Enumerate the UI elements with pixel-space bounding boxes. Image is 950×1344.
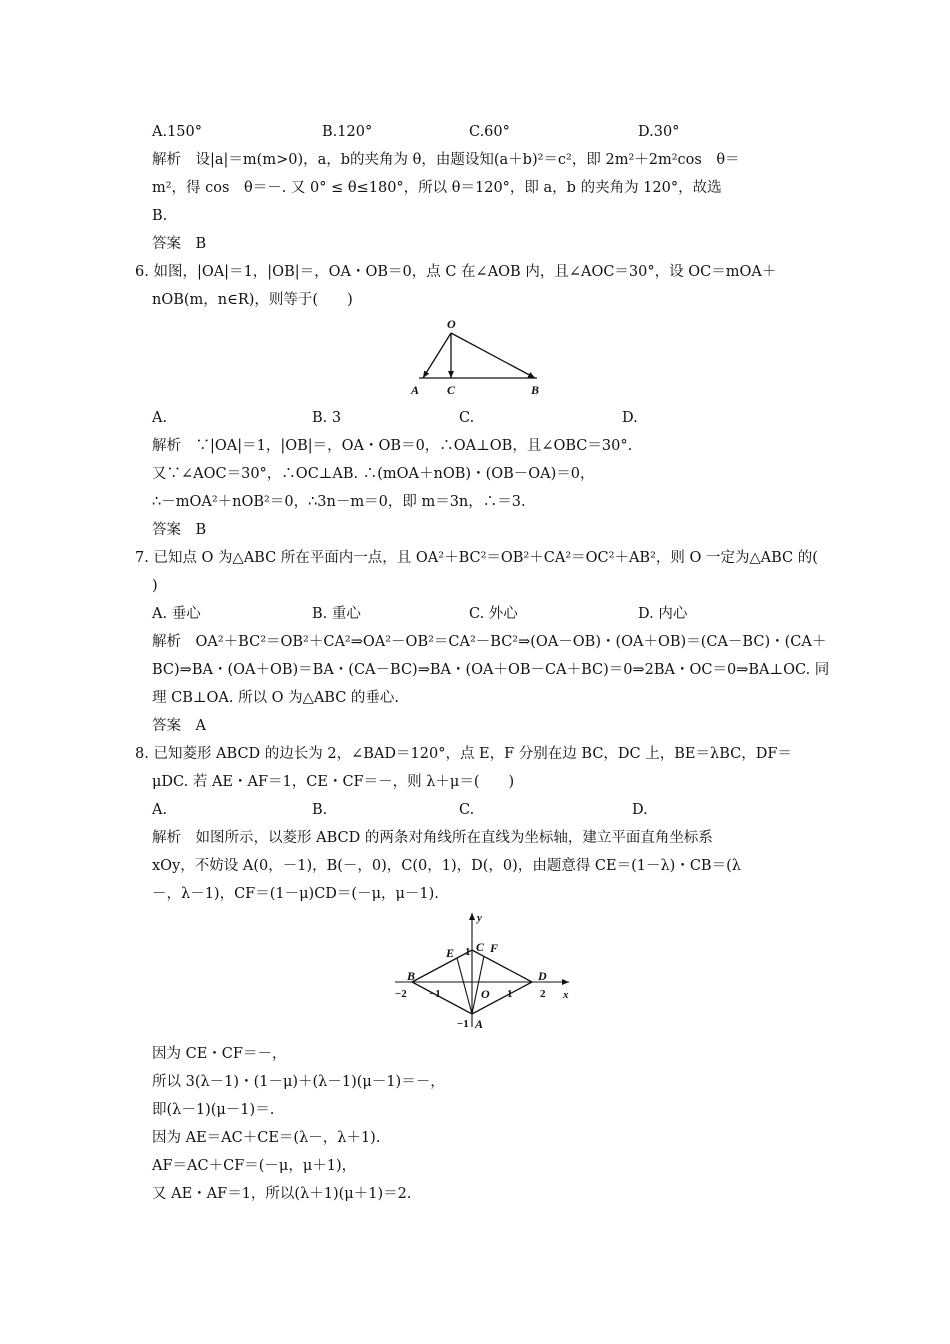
- label-f: F: [490, 941, 499, 955]
- q7-analysis-line: 解析 OA²＋BC²＝OB²＋CA²⇒OA²－OB²＝CA²－BC²⇒(OA－OB)・(OA＋OB)＝(CA－BC)・(CA＋: [152, 634, 827, 650]
- q8-stem-line: 8. 已知菱形 ABCD 的边长为 2，∠BAD＝120°，点 E，F 分别在边 BC，DC 上，BE＝λBC，DF＝: [135, 746, 792, 762]
- label-x: x: [563, 989, 569, 1001]
- label-e: E: [446, 946, 455, 960]
- q7-analysis-line: BC)⇒BA・(OA＋OB)＝BA・(CA－BC)⇒BA・(OA＋OB－CA＋BC)＝0⇒2BA・OC＝0⇒BA⊥OC. 同: [152, 662, 830, 678]
- q6-analysis-line: ∴－mOA²＋nOB²＝0，∴3n－m＝0，即 m＝3n，∴＝3.: [152, 494, 526, 510]
- label-c: C: [447, 383, 456, 397]
- q5-analysis-line: 解析 设|a|＝m(m>0)，a，b的夹角为 θ，由题设知(a＋b)²＝c²，即 2m²＋2m²cos θ＝: [152, 152, 740, 168]
- q8-analysis-line: 解析 如图所示，以菱形 ABCD 的两条对角线所在直线为坐标轴，建立平面直角坐标系: [152, 830, 713, 846]
- q8-rhombus-figure: [385, 905, 585, 1035]
- q8-step-line: 因为 CE・CF＝－，: [152, 1046, 287, 1062]
- q7-option-a: A. 垂心: [152, 606, 201, 622]
- label-y: y: [477, 912, 482, 924]
- q7-analysis-line: 理 CB⊥OA. 所以 O 为△ABC 的垂心.: [152, 690, 400, 706]
- q8-step-line: 又 AE・AF＝1，所以(λ＋1)(μ＋1)＝2.: [152, 1186, 412, 1202]
- tick-x-2: 2: [540, 988, 546, 1000]
- label-o: O: [481, 987, 490, 1001]
- q8-step-line: 即(λ－1)(μ－1)＝.: [152, 1102, 275, 1118]
- q6-stem-line: 6. 如图，|OA|＝1，|OB|＝，OA・OB＝0，点 C 在∠AOB 内，且∠AOC＝30°，设 OC＝mOA＋: [135, 264, 777, 280]
- q8-step-line: 因为 AE＝AC＋CE＝(λ－，λ＋1).: [152, 1130, 381, 1146]
- vector-ob: [451, 333, 535, 378]
- q5-option-d: D.30°: [638, 124, 680, 140]
- q7-answer: 答案 A: [152, 718, 206, 734]
- q6-analysis-line: 解析 ∵|OA|＝1，|OB|＝，OA・OB＝0，∴OA⊥OB，且∠OBC＝30°.: [152, 438, 633, 454]
- q5-option-b: B.120°: [322, 124, 373, 140]
- q7-stem-line: 7. 已知点 O 为△ABC 所在平面内一点，且 OA²＋BC²＝OB²＋CA²＝OC²＋AB²，则 O 一定为△ABC 的(: [135, 550, 818, 566]
- q5-answer: 答案 B: [152, 236, 207, 252]
- q8-option-a: A.: [152, 802, 168, 818]
- tick-x-neg2: −2: [395, 988, 407, 1000]
- q5-option-a: A.150°: [152, 124, 203, 140]
- segment-ae: [457, 958, 472, 1014]
- label-b: B: [407, 969, 416, 983]
- label-c: C: [476, 940, 485, 954]
- label-d: D: [538, 969, 547, 983]
- tick-x-neg1: −1: [429, 988, 441, 1000]
- q8-step-line: AF＝AC＋CF＝(－μ，μ＋1)，: [152, 1158, 357, 1174]
- vector-oa: [423, 333, 451, 378]
- q8-option-d: D.: [632, 802, 648, 818]
- tick-y-neg1: −1: [457, 1018, 469, 1030]
- segment-af: [472, 956, 484, 1014]
- q7-stem-line: ): [152, 578, 158, 594]
- q8-analysis-line: －，λ－1)，CF＝(1－μ)CD＝(－μ，μ－1).: [152, 886, 439, 902]
- q6-option-b: B. 3: [312, 410, 342, 426]
- label-a: A: [411, 383, 420, 397]
- tick-y-1: 1: [465, 946, 471, 958]
- q7-option-d: D. 内心: [638, 606, 688, 622]
- q8-step-line: 所以 3(λ－1)・(1－μ)＋(λ－1)(μ－1)＝－，: [152, 1074, 445, 1090]
- q5-analysis-line: B.: [152, 208, 168, 224]
- tick-x-1: 1: [507, 988, 513, 1000]
- q6-answer: 答案 B: [152, 522, 207, 538]
- q8-option-c: C.: [459, 802, 475, 818]
- q6-option-d: D.: [622, 410, 638, 426]
- q7-option-c: C. 外心: [469, 606, 518, 622]
- q6-stem-line: nOB(m，n∈R)，则等于( ): [152, 292, 353, 308]
- q6-option-a: A.: [152, 410, 168, 426]
- q6-analysis-line: 又∵∠AOC＝30°，∴OC⊥AB. ∴(mOA＋nOB)・(OB－OA)＝0，: [152, 466, 595, 482]
- label-b: B: [531, 383, 540, 397]
- label-a: A: [475, 1017, 484, 1031]
- q7-option-b: B. 重心: [312, 606, 361, 622]
- q8-stem-line: μDC. 若 AE・AF＝1，CE・CF＝－，则 λ＋μ＝( ): [152, 774, 515, 790]
- q8-analysis-line: xOy，不妨设 A(0，－1)，B(－，0)，C(0，1)，D(，0)，由题意得 CE＝(1－λ)・CB＝(λ: [152, 858, 741, 874]
- q5-option-c: C.60°: [469, 124, 510, 140]
- q6-triangle-figure: [405, 315, 555, 400]
- label-o: O: [447, 317, 456, 331]
- q8-option-b: B.: [312, 802, 328, 818]
- q5-analysis-line: m²，得 cos θ＝－. 又 0° ≤ θ≤180°，所以 θ＝120°，即 a，b 的夹角为 120°，故选: [152, 180, 722, 196]
- q6-option-c: C.: [459, 410, 475, 426]
